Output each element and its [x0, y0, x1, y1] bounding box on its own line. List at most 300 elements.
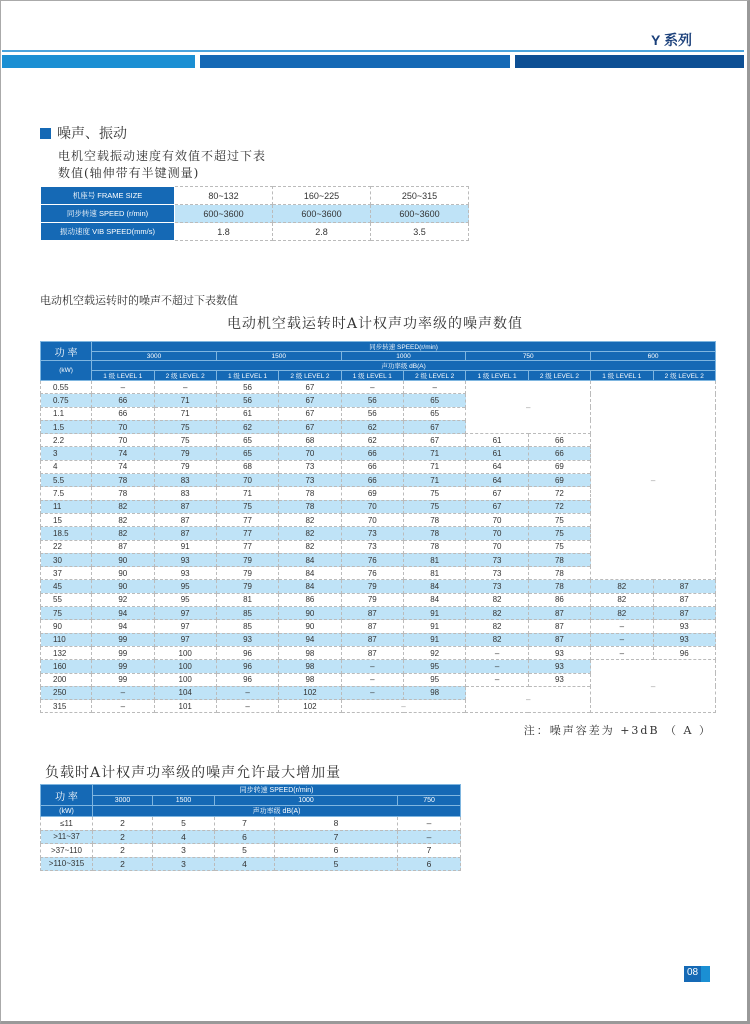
level-header: 2 级 LEVEL 2 — [404, 371, 466, 381]
increase-value: – — [398, 830, 461, 844]
increase-value: 5 — [153, 817, 215, 831]
blank-cell: – — [341, 700, 466, 713]
noise-value: 66 — [92, 394, 154, 407]
noise-value: 98 — [279, 660, 341, 673]
noise-value: 99 — [92, 660, 154, 673]
noise-value: – — [92, 381, 154, 394]
noise-value: 79 — [216, 553, 278, 566]
noise-value: 91 — [404, 633, 466, 646]
power-unit: (kW) — [41, 361, 92, 381]
power-value: 37 — [41, 567, 92, 580]
increase-value: 3 — [153, 857, 215, 871]
noise-value: 70 — [466, 540, 528, 553]
noise-value: 67 — [404, 420, 466, 433]
power-value: 0.55 — [41, 381, 92, 394]
noise-value: 82 — [279, 527, 341, 540]
noise-value: 75 — [154, 434, 216, 447]
noise-value: 93 — [216, 633, 278, 646]
noise-value: – — [591, 633, 653, 646]
noise-value: 73 — [279, 460, 341, 473]
cell: 3.5 — [371, 223, 469, 241]
noise-value: 82 — [466, 633, 528, 646]
increase-value: 2 — [93, 844, 153, 858]
speed-header: 750 — [466, 352, 591, 361]
header-row — [41, 806, 461, 817]
noise-value: 82 — [279, 540, 341, 553]
table-row — [41, 205, 469, 223]
cell: 160~225 — [273, 187, 371, 205]
noise-value: 87 — [154, 527, 216, 540]
power-value: 45 — [41, 580, 92, 593]
noise-value: 75 — [528, 513, 590, 526]
noise-value: 90 — [279, 620, 341, 633]
level-header: 1 级 LEVEL 1 — [466, 371, 528, 381]
noise-value: 78 — [404, 513, 466, 526]
level-header: 1 级 LEVEL 1 — [591, 371, 653, 381]
increase-value: 5 — [215, 844, 275, 858]
power-value: 250 — [41, 686, 92, 699]
page-number: 08 — [684, 966, 701, 982]
db-label: 声功率级 dB(A) — [92, 361, 716, 371]
noise-value: 90 — [92, 580, 154, 593]
increase-value: 7 — [398, 844, 461, 858]
noise-value: 102 — [279, 700, 341, 713]
table-row — [41, 620, 716, 633]
noise-value: 82 — [466, 593, 528, 606]
header-row — [41, 352, 716, 361]
noise-value: 87 — [92, 540, 154, 553]
noise-value: 87 — [653, 580, 716, 593]
power-label: 功 率 — [41, 785, 93, 806]
noise-value: – — [154, 381, 216, 394]
noise-value: 65 — [404, 407, 466, 420]
noise-value: 95 — [404, 673, 466, 686]
noise-value: 71 — [404, 447, 466, 460]
noise-value: 96 — [216, 673, 278, 686]
noise-value: 68 — [279, 434, 341, 447]
table-row — [41, 633, 716, 646]
table-row — [41, 223, 469, 241]
section-heading — [40, 123, 127, 143]
noise-value: 64 — [466, 474, 528, 487]
power-value: 7.5 — [41, 487, 92, 500]
power-value: 132 — [41, 646, 92, 659]
increase-value: 6 — [275, 844, 398, 858]
noise-value: 85 — [216, 620, 278, 633]
power-value: 18.5 — [41, 527, 92, 540]
noise-value: 91 — [404, 607, 466, 620]
noise-value: 84 — [404, 580, 466, 593]
cell: 600~3600 — [273, 205, 371, 223]
noise-value: 72 — [528, 500, 590, 513]
power-value: 30 — [41, 553, 92, 566]
noise-value: 62 — [341, 420, 403, 433]
noise-value: 69 — [528, 460, 590, 473]
speed-header: 600 — [591, 352, 716, 361]
noise-value: 73 — [466, 553, 528, 566]
noise-value: 67 — [279, 381, 341, 394]
noise-value: 81 — [404, 567, 466, 580]
speed-header: 1500 — [153, 796, 215, 806]
desc-line-1: 电机空载振动速度有效值不超过下表 — [58, 149, 267, 163]
header-row — [41, 371, 716, 381]
noise-value: 74 — [92, 447, 154, 460]
noise-value: 78 — [404, 527, 466, 540]
speed-header: 1000 — [215, 796, 398, 806]
power-range: >11~37 — [41, 830, 93, 844]
blank-cell: – — [466, 686, 591, 713]
speed-header: 1500 — [216, 352, 341, 361]
noise-value: 87 — [528, 633, 590, 646]
noise-value: – — [341, 660, 403, 673]
noise-value: 75 — [154, 420, 216, 433]
power-value: 200 — [41, 673, 92, 686]
table-row — [41, 830, 461, 844]
speed-header: 3000 — [93, 796, 153, 806]
noise-value: 87 — [154, 500, 216, 513]
noise-value: 61 — [466, 447, 528, 460]
noise-value: 61 — [216, 407, 278, 420]
noise-value: 98 — [279, 646, 341, 659]
noise-value: 99 — [92, 673, 154, 686]
noise-value: 70 — [216, 474, 278, 487]
noise-value: 81 — [404, 553, 466, 566]
noise-value: – — [92, 686, 154, 699]
noise-value: 87 — [653, 607, 716, 620]
blank-cell: – — [591, 660, 716, 713]
level-header: 2 级 LEVEL 2 — [279, 371, 341, 381]
noise-value: 73 — [341, 540, 403, 553]
noise-value: 70 — [466, 527, 528, 540]
section-title: 噪声、振动 — [57, 126, 127, 142]
noise-value: 82 — [466, 620, 528, 633]
noise-value: 85 — [216, 607, 278, 620]
noise-value: 100 — [154, 646, 216, 659]
noise-value: 97 — [154, 633, 216, 646]
load-table-title: 负载时A计权声功率级的噪声允许最大增加量 — [45, 765, 342, 781]
table-row — [41, 607, 716, 620]
noise-value: 83 — [154, 487, 216, 500]
noise-value: 67 — [279, 420, 341, 433]
noise-value: 70 — [92, 434, 154, 447]
header-row: 3000 1500 1000 750 600 — [41, 796, 461, 806]
noise-value: 66 — [341, 474, 403, 487]
increase-value: – — [398, 817, 461, 831]
noise-value: 71 — [404, 474, 466, 487]
table-row — [41, 381, 716, 394]
noise-value: 87 — [653, 593, 716, 606]
cell: 600~3600 — [175, 205, 273, 223]
row-label: 同步转速 SPEED (r/min) — [41, 205, 175, 223]
noise-value: 86 — [279, 593, 341, 606]
cell: 250~315 — [371, 187, 469, 205]
noise-value: 71 — [154, 394, 216, 407]
noise-value: 86 — [528, 593, 590, 606]
header-rule — [2, 50, 744, 52]
noise-value: – — [404, 381, 466, 394]
speed-label: 同步转速 SPEED(r/min) — [92, 342, 716, 352]
blank-cell: – — [466, 381, 591, 434]
noise-value: 73 — [279, 474, 341, 487]
noise-value: – — [466, 673, 528, 686]
level-header: 1 级 LEVEL 1 — [341, 371, 403, 381]
noise-value: 91 — [404, 620, 466, 633]
noise-value: – — [92, 700, 154, 713]
desc-line-2: 数值(轴伸带有半键测量) — [58, 166, 200, 180]
noise-value: 79 — [154, 447, 216, 460]
noise-value: 82 — [92, 500, 154, 513]
noise-value: 94 — [92, 620, 154, 633]
noise-value: 83 — [154, 474, 216, 487]
noise-value: 65 — [216, 447, 278, 460]
power-value: 11 — [41, 500, 92, 513]
noise-value: 84 — [279, 553, 341, 566]
noise-value: 71 — [216, 487, 278, 500]
noise-value: 82 — [279, 513, 341, 526]
tolerance-note: 注：噪声容差为 +3dB （ A ） — [523, 724, 712, 737]
page-number-badge — [684, 966, 710, 982]
noise-value: 78 — [528, 553, 590, 566]
noise-value: 95 — [154, 580, 216, 593]
power-range: >110~315 — [41, 857, 93, 871]
noise-value: 98 — [279, 673, 341, 686]
noise-value: 87 — [528, 607, 590, 620]
noise-value: 69 — [341, 487, 403, 500]
increase-value: 6 — [215, 830, 275, 844]
increase-value: 2 — [93, 857, 153, 871]
noise-value: 66 — [528, 434, 590, 447]
noise-value: 93 — [653, 633, 716, 646]
speed-header: 1000 — [341, 352, 466, 361]
noise-value: 96 — [216, 660, 278, 673]
noise-value: 73 — [341, 527, 403, 540]
increase-value: 5 — [275, 857, 398, 871]
power-value: 55 — [41, 593, 92, 606]
noise-value: – — [466, 660, 528, 673]
noise-value: – — [341, 381, 403, 394]
noise-value: 77 — [216, 527, 278, 540]
header-bar-light — [2, 55, 195, 68]
noise-value: 82 — [591, 580, 653, 593]
noise-value: 78 — [404, 540, 466, 553]
header-bar-dark — [515, 55, 744, 68]
noise-value: 56 — [341, 407, 403, 420]
noise-value: 67 — [279, 407, 341, 420]
noise-value: 99 — [92, 633, 154, 646]
noise-value: 78 — [92, 474, 154, 487]
level-header: 1 级 LEVEL 1 — [216, 371, 278, 381]
noise-value: 102 — [279, 686, 341, 699]
noise-value: 67 — [279, 394, 341, 407]
noise-value: 93 — [528, 673, 590, 686]
page-tab — [701, 966, 710, 982]
noise-value: – — [341, 686, 403, 699]
noise-value: 56 — [216, 381, 278, 394]
noise-value: 61 — [466, 434, 528, 447]
noise-value: 79 — [154, 460, 216, 473]
cell: 80~132 — [175, 187, 273, 205]
noise-value: 94 — [279, 633, 341, 646]
table-row — [41, 593, 716, 606]
noise-value: 65 — [404, 394, 466, 407]
power-range: ≤11 — [41, 817, 93, 831]
noise-value: 79 — [216, 580, 278, 593]
noise-value: 66 — [341, 460, 403, 473]
noise-value: 71 — [154, 407, 216, 420]
noise-value: 97 — [154, 607, 216, 620]
noise-value: 92 — [92, 593, 154, 606]
noise-value: 70 — [92, 420, 154, 433]
series-title: Y 系列 — [651, 32, 692, 48]
noise-value: 93 — [528, 646, 590, 659]
noise-value: 90 — [92, 553, 154, 566]
noise-table — [40, 341, 716, 713]
power-value: 5.5 — [41, 474, 92, 487]
noise-value: 98 — [404, 686, 466, 699]
noise-value: 93 — [154, 567, 216, 580]
noise-value: 84 — [404, 593, 466, 606]
section-description — [58, 148, 266, 182]
noise-value: 97 — [154, 620, 216, 633]
power-value: 110 — [41, 633, 92, 646]
noise-value: 64 — [466, 460, 528, 473]
noise-value: 67 — [466, 487, 528, 500]
power-value: 22 — [41, 540, 92, 553]
noise-value: 56 — [216, 394, 278, 407]
power-value: 2.2 — [41, 434, 92, 447]
noise-value: 79 — [341, 580, 403, 593]
noise-value: 79 — [216, 567, 278, 580]
noise-value: 101 — [154, 700, 216, 713]
noise-value: 91 — [154, 540, 216, 553]
noise-value: 78 — [279, 487, 341, 500]
table-row — [41, 844, 461, 858]
level-header: 2 级 LEVEL 2 — [154, 371, 216, 381]
noise-value: 93 — [154, 553, 216, 566]
power-value: 75 — [41, 607, 92, 620]
noise-value: 84 — [279, 567, 341, 580]
noise-value: 78 — [528, 580, 590, 593]
noise-value: 84 — [279, 580, 341, 593]
noise-value: 77 — [216, 513, 278, 526]
noise-value: 82 — [591, 607, 653, 620]
power-value: 1.5 — [41, 420, 92, 433]
noise-value: 67 — [466, 500, 528, 513]
blank-cell: – — [591, 381, 716, 580]
noise-value: 74 — [92, 460, 154, 473]
noise-value: 56 — [341, 394, 403, 407]
header-row — [41, 361, 716, 371]
table-row — [41, 187, 469, 205]
noise-value: 70 — [466, 513, 528, 526]
increase-value: 2 — [93, 817, 153, 831]
increase-value: 2 — [93, 830, 153, 844]
noise-value: 75 — [216, 500, 278, 513]
increase-value: 6 — [398, 857, 461, 871]
table-row — [41, 857, 461, 871]
noise-value: 78 — [528, 567, 590, 580]
table-row — [41, 817, 461, 831]
level-header: 2 级 LEVEL 2 — [653, 371, 716, 381]
noise-value: 76 — [341, 553, 403, 566]
cell: 2.8 — [273, 223, 371, 241]
increase-value: 7 — [275, 830, 398, 844]
row-label: 机座号 FRAME SIZE — [41, 187, 175, 205]
noise-value: 82 — [591, 593, 653, 606]
cell: 600~3600 — [371, 205, 469, 223]
noise-value: 92 — [404, 646, 466, 659]
power-label: 功 率 — [41, 342, 92, 361]
noise-table-title: 电动机空载运转时A计权声功率级的噪声数值 — [226, 316, 524, 332]
noise-value: 70 — [279, 447, 341, 460]
noise-value: 79 — [341, 593, 403, 606]
noise-value: 82 — [466, 607, 528, 620]
noise-value: 90 — [279, 607, 341, 620]
noise-value: 87 — [341, 607, 403, 620]
noise-value: 81 — [216, 593, 278, 606]
level-header: 1 级 LEVEL 1 — [92, 371, 154, 381]
square-bullet-icon — [40, 128, 51, 139]
power-range: >37~110 — [41, 844, 93, 858]
noise-value: 100 — [154, 673, 216, 686]
noise-value: 99 — [92, 646, 154, 659]
noise-value: 62 — [216, 420, 278, 433]
power-unit: (kW) — [41, 806, 93, 817]
noise-value: 75 — [528, 527, 590, 540]
load-increase-table — [40, 784, 473, 871]
noise-value: 96 — [653, 646, 716, 659]
noise-value: 67 — [404, 434, 466, 447]
noise-value: 66 — [92, 407, 154, 420]
noise-value: 95 — [404, 660, 466, 673]
noise-value: 68 — [216, 460, 278, 473]
table-row — [41, 660, 716, 673]
vibration-table — [40, 186, 469, 241]
noise-note: 电动机空载运转时的噪声不超过下表数值 — [40, 294, 238, 307]
power-value: 315 — [41, 700, 92, 713]
noise-value: 71 — [404, 460, 466, 473]
increase-value: 4 — [215, 857, 275, 871]
power-value: 1.1 — [41, 407, 92, 420]
noise-value: 62 — [341, 434, 403, 447]
noise-value: 75 — [404, 500, 466, 513]
noise-value: 93 — [653, 620, 716, 633]
header-row — [41, 342, 716, 352]
increase-value: 4 — [153, 830, 215, 844]
table-row — [41, 580, 716, 593]
speed-header: 750 — [398, 796, 461, 806]
noise-value: 93 — [528, 660, 590, 673]
noise-value: 87 — [528, 620, 590, 633]
power-value: 4 — [41, 460, 92, 473]
noise-value: 70 — [341, 513, 403, 526]
row-label: 振动速度 VIB SPEED(mm/s) — [41, 223, 175, 241]
noise-value: – — [591, 646, 653, 659]
noise-value: 73 — [466, 567, 528, 580]
power-value: 160 — [41, 660, 92, 673]
noise-value: 73 — [466, 580, 528, 593]
noise-value: 77 — [216, 540, 278, 553]
noise-value: 76 — [341, 567, 403, 580]
noise-value: – — [216, 700, 278, 713]
noise-value: 69 — [528, 474, 590, 487]
noise-value: 87 — [341, 633, 403, 646]
noise-value: 90 — [92, 567, 154, 580]
noise-value: 87 — [154, 513, 216, 526]
noise-value: 87 — [341, 646, 403, 659]
noise-value: 95 — [154, 593, 216, 606]
noise-value: 100 — [154, 660, 216, 673]
